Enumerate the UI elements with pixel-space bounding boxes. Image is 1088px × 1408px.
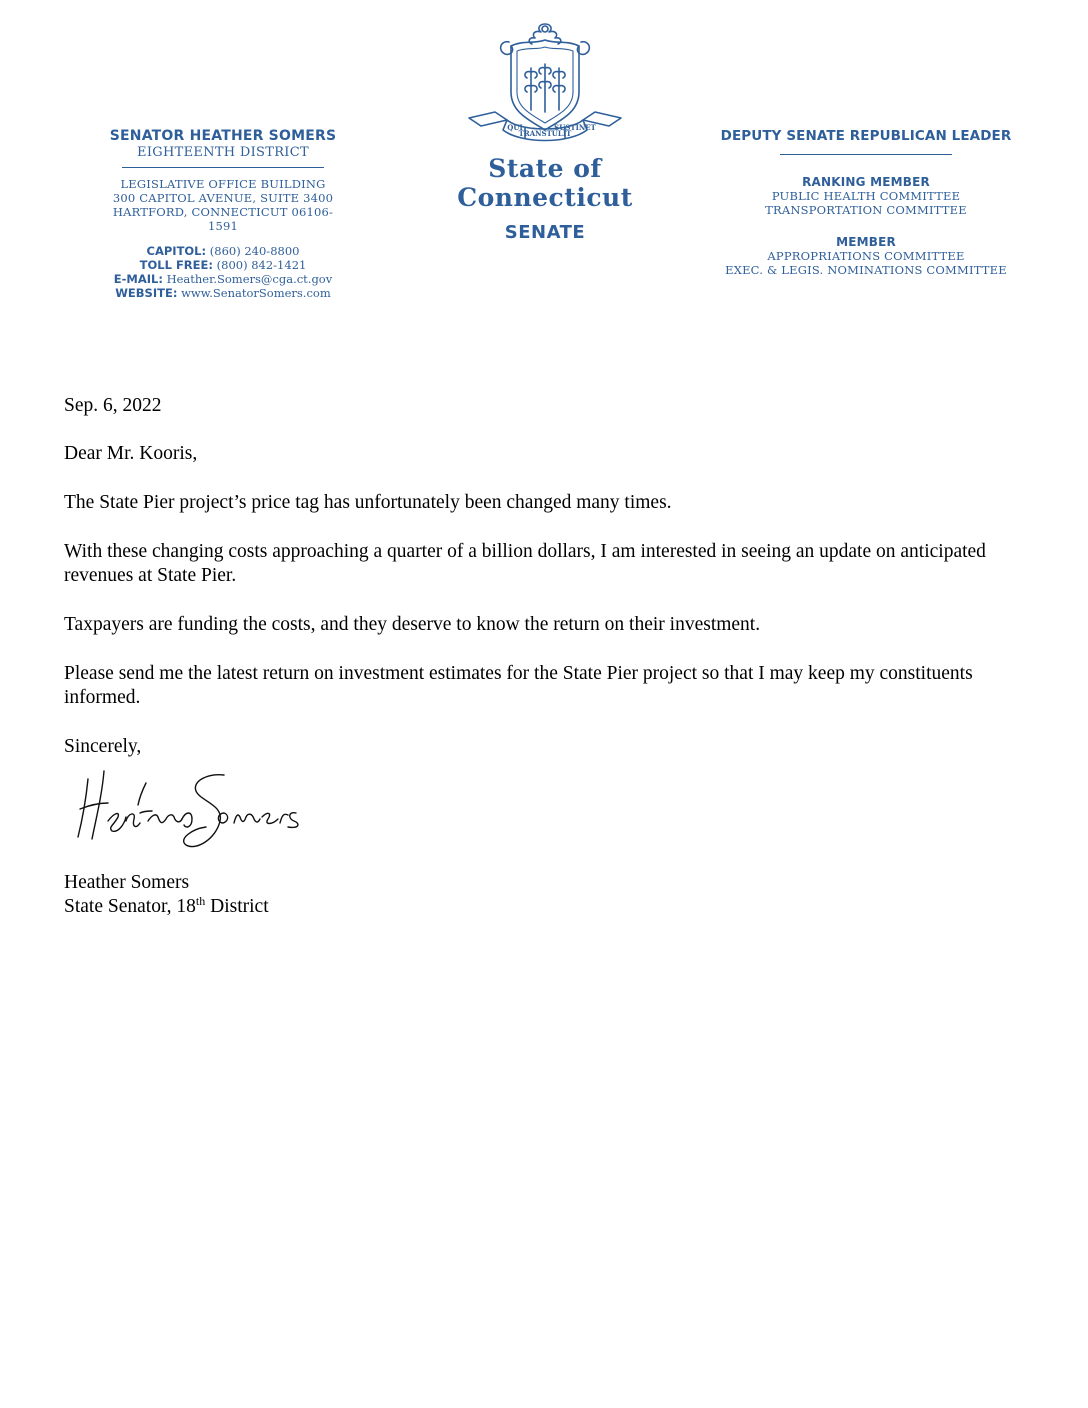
paragraph: Please send me the latest return on investment estimates for the State Pier project so that I may keep my constituents informed. — [64, 663, 973, 708]
contact-label: CAPITOL: — [146, 244, 207, 258]
leadership-title: DEPUTY SENATE REPUBLICAN LEADER — [720, 128, 1012, 144]
contact-value: Heather.Somers@cga.ct.gov — [166, 272, 333, 286]
letter-body — [64, 394, 1004, 919]
signer-title — [64, 895, 1004, 919]
contact-value: (860) 240-8800 — [209, 244, 300, 258]
salutation: Dear Mr. Kooris, — [64, 443, 198, 464]
contact-label: E-MAIL: — [113, 272, 163, 286]
address-line: 300 CAPITOL AVENUE, SUITE 3400 — [112, 191, 334, 205]
senator-name: SENATOR HEATHER SOMERS — [109, 128, 337, 144]
committee-item: APPROPRIATIONS COMMITTEE — [767, 249, 965, 263]
contact-email — [100, 272, 346, 286]
chamber-name: SENATE — [504, 222, 586, 243]
connecticut-seal-icon — [465, 20, 625, 148]
motto-word: SUSTINET — [554, 123, 596, 132]
signer-title-ordinal: th — [195, 894, 206, 908]
paragraph: The State Pier project’s price tag has unfortunately been changed many times. — [64, 492, 672, 513]
contact-label: TOLL FREE: — [139, 258, 213, 272]
office-address — [100, 177, 346, 233]
senator-contact-block — [100, 128, 346, 300]
signer-title-prefix: State Senator, 18 — [64, 896, 196, 917]
divider — [780, 154, 952, 155]
motto-word: QUI — [507, 123, 523, 132]
divider — [122, 167, 324, 168]
motto-word: TRANSTULIT — [518, 129, 572, 138]
contact-value: (800) 842-1421 — [216, 258, 307, 272]
signer-name: Heather Somers — [64, 872, 190, 893]
contact-toll-free — [100, 258, 346, 272]
committee-item: PUBLIC HEALTH COMMITTEE — [771, 189, 961, 203]
ranking-member-heading: RANKING MEMBER — [802, 175, 930, 189]
contact-website — [100, 286, 346, 300]
paragraph: With these changing costs approaching a quarter of a billion dollars, I am interested in seeing an update on anticipated revenues at State Pier. — [64, 541, 986, 586]
closing: Sincerely, — [64, 736, 142, 757]
contact-value: www.SenatorSomers.com — [181, 286, 331, 300]
address-line: LEGISLATIVE OFFICE BUILDING — [120, 177, 326, 191]
letterhead — [0, 0, 1088, 320]
member-heading: MEMBER — [836, 235, 896, 249]
paragraph: Taxpayers are funding the costs, and they deserve to know the return on their investment. — [64, 614, 761, 635]
letter-date: Sep. 6, 2022 — [64, 395, 162, 416]
state-seal-block — [418, 20, 672, 243]
contact-capitol — [100, 244, 346, 258]
contact-label: WEBSITE: — [115, 286, 178, 300]
state-name: State of Connecticut — [457, 154, 633, 212]
senator-district: EIGHTEENTH DISTRICT — [137, 145, 309, 160]
leadership-block — [716, 128, 1016, 277]
handwritten-signature — [74, 765, 324, 865]
committee-item: TRANSPORTATION COMMITTEE — [765, 203, 967, 217]
committee-item: EXEC. & LEGIS. NOMINATIONS COMMITTEE — [725, 263, 1007, 277]
address-line: HARTFORD, CONNECTICUT 06106-1591 — [112, 205, 334, 233]
contact-list — [100, 244, 346, 300]
signer-title-suffix: District — [205, 896, 269, 917]
